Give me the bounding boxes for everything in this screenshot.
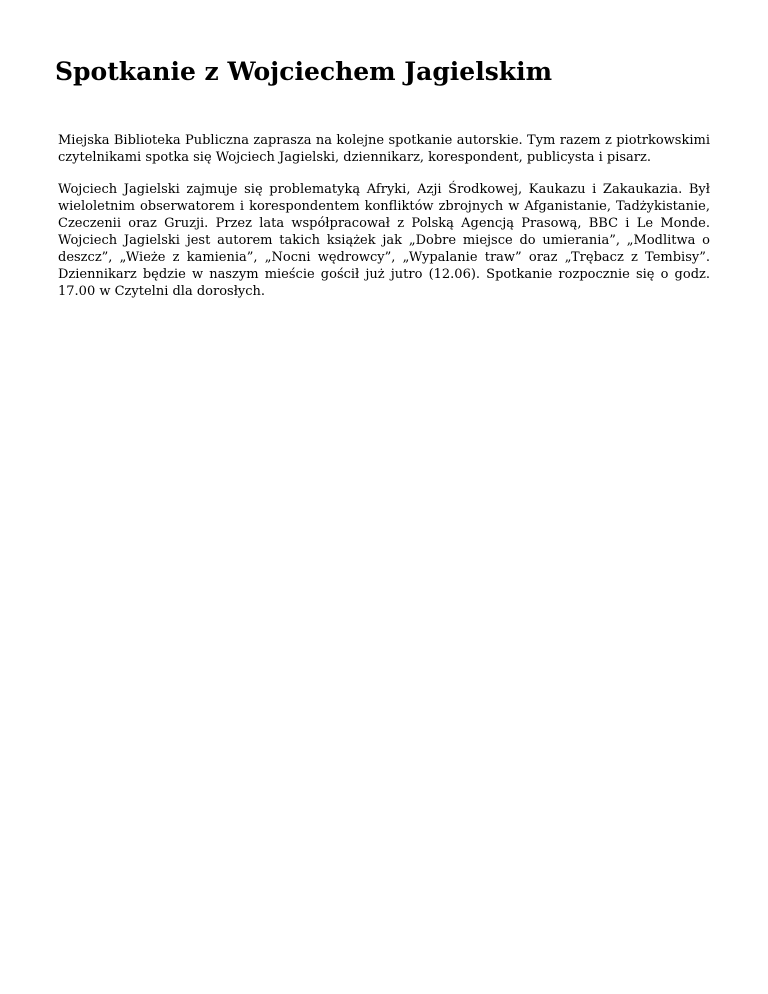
intro-paragraph: Miejska Biblioteka Publiczna zaprasza na kolejne spotkanie autorskie. Tym razem z piotrkowskimi czytelnikami spotka się Wojciech Jagielski, dziennikarz, korespondent, publicysta i pisarz. bbox=[58, 133, 710, 165]
page-title: Spotkanie z Wojciechem Jagielskim bbox=[55, 57, 553, 86]
details-paragraph: Wojciech Jagielski zajmuje się problematyką Afryki, Azji Środkowej, Kaukazu i Zakaukazia. Był wieloletnim obserwatorem i korespondentem konfliktów zbrojnych w Afganistanie, Tadżykistanie, Czeczenii oraz Gruzji. Przez lata współpracował z Polską Agencją Prasową, BBC i Le Monde. Wojciech Jagielski jest autorem takich książek jak „Dobre miejsce do umierania”, „Modlitwa o deszcz”, „Wieże z kamienia”, „Nocni wędrowcy”, „Wypalanie traw” oraz „Trębacz z Tembisy”. Dziennikarz będzie w naszym mieście gościł już jutro (12.06). Spotkanie rozpocznie się o godz. 17.00 w Czytelni dla dorosłych. bbox=[58, 182, 710, 299]
document-page bbox=[57, 54, 711, 315]
